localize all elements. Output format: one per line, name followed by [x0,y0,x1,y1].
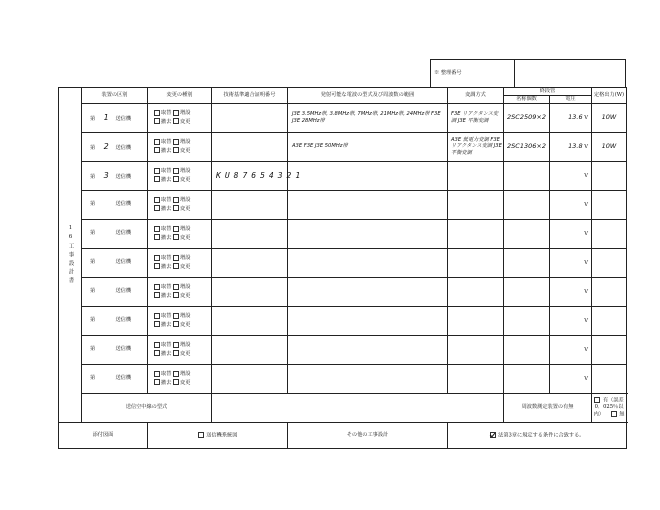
modify-label: 変更 [180,147,191,154]
remove-label: 撤去 [161,234,172,241]
voltage-unit: V [584,173,589,180]
change-type-cell [148,161,212,190]
rated-power[interactable] [592,190,627,219]
device-suffix: 送信機 [115,173,132,180]
final-tube-name[interactable]: 2SC1306×2 [504,132,550,161]
modify-label: 変更 [180,176,191,183]
change-type-cell [148,219,212,248]
modulation-method[interactable] [448,190,504,219]
replace-checkbox[interactable] [154,139,160,145]
device-cell [82,364,148,393]
device-prefix: 第 [90,288,96,295]
remove-checkbox[interactable] [154,350,160,356]
attachment-options [148,422,288,448]
modify-label: 変更 [180,263,191,270]
add-checkbox[interactable] [173,226,179,232]
freq-no-checkbox[interactable] [611,411,617,417]
emission-range[interactable] [288,190,448,219]
emission-range[interactable] [288,277,448,306]
device-number[interactable]: 2 [103,141,109,151]
tech-std-number[interactable] [212,335,288,364]
device-prefix: 第 [90,173,96,180]
remove-label: 撤去 [161,118,172,125]
modulation-method[interactable] [448,161,504,190]
change-type-cell [148,132,212,161]
col-change-header: 変更の種別 [148,88,212,104]
voltage-unit: V [584,231,589,238]
modify-label: 変更 [180,379,191,386]
remove-checkbox[interactable] [154,321,160,327]
col-modulation-header: 変調方式 [448,88,504,104]
device-cell [82,335,148,364]
final-tube-name[interactable] [504,219,550,248]
seq-number-label: ※ 整理番号 [431,60,515,88]
voltage-unit: V [584,347,589,354]
tech-std-number[interactable] [212,190,288,219]
device-cell [82,277,148,306]
remove-label: 撤去 [161,350,172,357]
modify-checkbox[interactable] [173,263,179,269]
tech-std-number[interactable] [212,277,288,306]
rated-power[interactable] [592,306,627,335]
replace-label: 取替 [161,139,172,146]
remove-checkbox[interactable] [154,379,160,385]
col-final-name-header: 名称個数 [504,96,550,104]
voltage-cell [550,103,592,132]
attachment-label: 添付図面 [59,422,148,448]
freq-no-label: 無 [619,411,625,418]
device-cell [82,248,148,277]
remove-label: 撤去 [161,292,172,299]
attach-diagram-label: 送信機系統図 [206,432,238,438]
device-suffix: 送信機 [115,346,132,353]
emission-range[interactable] [288,335,448,364]
replace-checkbox[interactable] [154,284,160,290]
add-checkbox[interactable] [173,313,179,319]
add-checkbox[interactable] [173,139,179,145]
device-cell [82,161,148,190]
modulation-method[interactable] [448,306,504,335]
tech-std-number[interactable] [212,219,288,248]
remove-label: 撤去 [161,147,172,154]
voltage-unit: V [584,202,589,209]
voltage-cell [550,190,592,219]
emission-range[interactable] [288,219,448,248]
device-cell [82,103,148,132]
modify-checkbox[interactable] [173,350,179,356]
device-suffix: 送信機 [115,259,132,266]
modify-checkbox[interactable] [173,118,179,124]
emission-range[interactable]: A3E F3E J3E 50MHz帯 [288,132,448,161]
modulation-method[interactable] [448,277,504,306]
device-suffix: 送信機 [115,230,132,237]
voltage-cell [550,132,592,161]
voltage-value[interactable]: 13.6 [568,113,583,122]
change-type-cell [148,103,212,132]
voltage-unit: V [584,260,589,267]
transmitter-row [59,103,627,132]
antenna-type-label: 送信空中線の型式 [82,393,212,422]
device-suffix: 送信機 [115,288,132,295]
replace-label: 取替 [161,342,172,349]
transmitter-row [59,306,627,335]
voltage-cell [550,277,592,306]
remove-label: 撤去 [161,205,172,212]
replace-label: 取替 [161,168,172,175]
add-checkbox[interactable] [173,110,179,116]
other-design-checkbox[interactable] [490,432,496,438]
add-checkbox[interactable] [173,197,179,203]
device-cell [82,190,148,219]
rated-power[interactable] [592,248,627,277]
rated-power[interactable] [592,364,627,393]
rated-power[interactable] [592,277,627,306]
modulation-method[interactable]: A3E 低電力変調 F3E リアクタンス変調 J3E 平衡変調 [448,132,504,161]
transmitter-row [59,335,627,364]
change-type-cell [148,248,212,277]
device-number[interactable]: 3 [103,170,109,180]
section-title: 16工事設計書 [59,88,82,423]
voltage-unit: V [584,376,589,383]
freq-meas-label: 周波数測定装置の有無 [504,393,592,422]
replace-checkbox[interactable] [154,168,160,174]
tech-std-number[interactable] [212,248,288,277]
modify-label: 変更 [180,205,191,212]
modulation-method[interactable] [448,364,504,393]
rated-power[interactable] [592,219,627,248]
replace-label: 取替 [161,284,172,291]
replace-label: 取替 [161,371,172,378]
replace-checkbox[interactable] [154,110,160,116]
modulation-method[interactable]: F3E リアクタンス変調 J3E 平衡変調 [448,103,504,132]
replace-checkbox[interactable] [154,371,160,377]
voltage-cell [550,161,592,190]
change-type-cell [148,306,212,335]
device-prefix: 第 [90,317,96,324]
voltage-cell [550,364,592,393]
add-label: 増設 [180,226,191,233]
final-tube-name[interactable] [504,364,550,393]
replace-label: 取替 [161,197,172,204]
transmitter-row [59,248,627,277]
emission-range[interactable] [288,364,448,393]
tech-std-number[interactable] [212,132,288,161]
final-tube-name[interactable] [504,248,550,277]
add-label: 増設 [180,110,191,117]
transmitter-row [59,219,627,248]
remove-label: 撤去 [161,176,172,183]
remove-label: 撤去 [161,321,172,328]
change-type-cell [148,335,212,364]
seq-number-box [430,59,626,88]
voltage-cell [550,306,592,335]
voltage-unit: V [584,289,589,296]
replace-label: 取替 [161,313,172,320]
modify-label: 変更 [180,292,191,299]
col-power-header: 定格出力(W) [592,88,627,104]
device-cell [82,132,148,161]
modify-checkbox[interactable] [173,292,179,298]
col-device-header: 装置の区別 [82,88,148,104]
rated-power[interactable] [592,335,627,364]
final-tube-name[interactable]: 2SC2509×2 [504,103,550,132]
modify-checkbox[interactable] [173,379,179,385]
voltage-cell [550,335,592,364]
replace-checkbox[interactable] [154,226,160,232]
add-label: 増設 [180,139,191,146]
other-design-options [448,422,627,448]
add-checkbox[interactable] [173,255,179,261]
remove-checkbox[interactable] [154,118,160,124]
final-tube-name[interactable] [504,335,550,364]
modulation-method[interactable] [448,219,504,248]
modify-label: 変更 [180,350,191,357]
add-checkbox[interactable] [173,371,179,377]
transmitter-row [59,190,627,219]
rated-power[interactable]: 10W [592,103,627,132]
remove-checkbox[interactable] [154,147,160,153]
tech-std-number[interactable]: KU87654321 [212,161,288,190]
device-suffix: 送信機 [115,317,132,324]
modify-checkbox[interactable] [173,176,179,182]
change-type-cell [148,364,212,393]
seq-number-field[interactable] [515,60,626,88]
voltage-unit: V [584,144,589,151]
remove-checkbox[interactable] [154,292,160,298]
modify-checkbox[interactable] [173,205,179,211]
device-suffix: 送信機 [115,201,132,208]
remove-label: 撤去 [161,379,172,386]
modify-checkbox[interactable] [173,321,179,327]
emission-range[interactable] [288,161,448,190]
emission-range[interactable]: J3E 3.5MHz帯, 3.8MHz帯, 7MHz帯, 21MHz帯, 24MHz帯 F3E J3E 28MHz帯 [288,103,448,132]
other-design-text: 法第3章に規定する条件に合致する。 [498,432,585,438]
freq-meas-options [592,393,627,422]
tech-std-number[interactable] [212,364,288,393]
remove-label: 撤去 [161,263,172,270]
remove-checkbox[interactable] [154,234,160,240]
col-final-header: 終段管 [504,88,592,96]
voltage-cell [550,219,592,248]
rated-power[interactable]: 10W [592,132,627,161]
transmitter-row [59,161,627,190]
modulation-method[interactable] [448,335,504,364]
device-suffix: 送信機 [115,115,132,122]
final-tube-name[interactable] [504,161,550,190]
add-label: 増設 [180,342,191,349]
device-prefix: 第 [90,375,96,382]
device-prefix: 第 [90,259,96,266]
device-suffix: 送信機 [115,375,132,382]
modify-label: 変更 [180,321,191,328]
transmitter-row [59,132,627,161]
add-label: 増設 [180,255,191,262]
tech-std-number[interactable] [212,103,288,132]
tech-std-number[interactable] [212,306,288,335]
final-tube-name[interactable] [504,306,550,335]
col-voltage-header: 電圧 [550,96,592,104]
attach-diagram-checkbox[interactable] [198,432,204,438]
final-tube-name[interactable] [504,190,550,219]
modify-checkbox[interactable] [173,234,179,240]
device-suffix: 送信機 [115,144,132,151]
design-table [58,87,627,449]
device-prefix: 第 [90,201,96,208]
freq-yes-checkbox[interactable] [594,397,600,403]
voltage-unit: V [584,115,589,122]
modulation-method[interactable] [448,248,504,277]
device-cell [82,219,148,248]
remove-checkbox[interactable] [154,263,160,269]
remove-checkbox[interactable] [154,205,160,211]
device-number[interactable]: 1 [103,112,109,122]
replace-label: 取替 [161,255,172,262]
add-checkbox[interactable] [173,284,179,290]
add-checkbox[interactable] [173,168,179,174]
add-label: 増設 [180,197,191,204]
voltage-value[interactable]: 13.8 [568,142,583,151]
emission-range[interactable] [288,306,448,335]
voltage-cell [550,248,592,277]
change-type-cell [148,190,212,219]
voltage-unit: V [584,318,589,325]
final-tube-name[interactable] [504,277,550,306]
col-tech-header: 技術基準適合証明番号 [212,88,288,104]
device-prefix: 第 [90,115,96,122]
freq-yes-label: 有（誤差0．025％以内） [593,397,624,418]
remove-checkbox[interactable] [154,176,160,182]
add-label: 増設 [180,168,191,175]
rated-power[interactable] [592,161,627,190]
add-label: 増設 [180,371,191,378]
col-emission-header: 発射可能な電波の型式及び周波数の範囲 [288,88,448,104]
add-checkbox[interactable] [173,342,179,348]
transmitter-row [59,277,627,306]
modify-checkbox[interactable] [173,147,179,153]
transmitter-row [59,364,627,393]
change-type-cell [148,277,212,306]
device-cell [82,306,148,335]
replace-label: 取替 [161,226,172,233]
add-label: 増設 [180,284,191,291]
replace-checkbox[interactable] [154,313,160,319]
antenna-type-field[interactable] [212,393,504,422]
device-prefix: 第 [90,230,96,237]
emission-range[interactable] [288,248,448,277]
replace-label: 取替 [161,110,172,117]
modify-label: 変更 [180,234,191,241]
device-prefix: 第 [90,144,96,151]
add-label: 増設 [180,313,191,320]
modify-label: 変更 [180,118,191,125]
other-design-label: その他の工事設計 [288,422,448,448]
replace-checkbox[interactable] [154,342,160,348]
replace-checkbox[interactable] [154,255,160,261]
device-prefix: 第 [90,346,96,353]
replace-checkbox[interactable] [154,197,160,203]
